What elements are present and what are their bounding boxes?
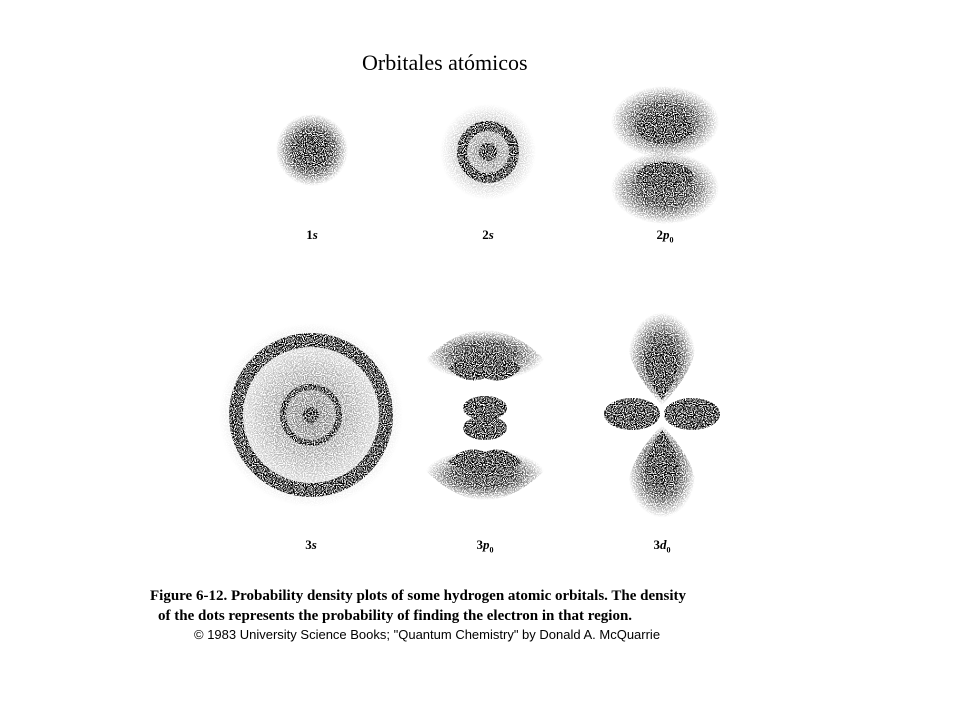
label-1s: 1s — [306, 227, 318, 242]
label-2p0: $2p_0$ — [656, 227, 674, 245]
caption-line-1: Figure 6-12. Probability density plots of some hydrogen atomic orbitals. The density — [150, 588, 686, 604]
orbital-3p0 — [425, 330, 545, 500]
label-3s: 3s — [305, 537, 317, 552]
figure-caption — [150, 586, 790, 644]
orbital-3d0 — [604, 313, 720, 518]
orbital-3s — [219, 323, 403, 507]
label-3d0: $3d_0$ — [653, 537, 671, 555]
orbital-2s — [440, 104, 536, 200]
label-3p0: $3p_0$ — [476, 537, 494, 555]
label-2s: 2s — [482, 227, 494, 242]
orbital-1s — [276, 114, 348, 186]
caption-line-2: of the dots represents the probability of finding the electron in that region. — [158, 608, 633, 624]
orbital-2p0 — [611, 86, 719, 224]
caption-credit: © 1983 University Science Books; "Quantum Chemistry" by Donald A. McQuarrie — [194, 627, 661, 642]
slide-title: Orbitales atómicos — [362, 50, 528, 75]
